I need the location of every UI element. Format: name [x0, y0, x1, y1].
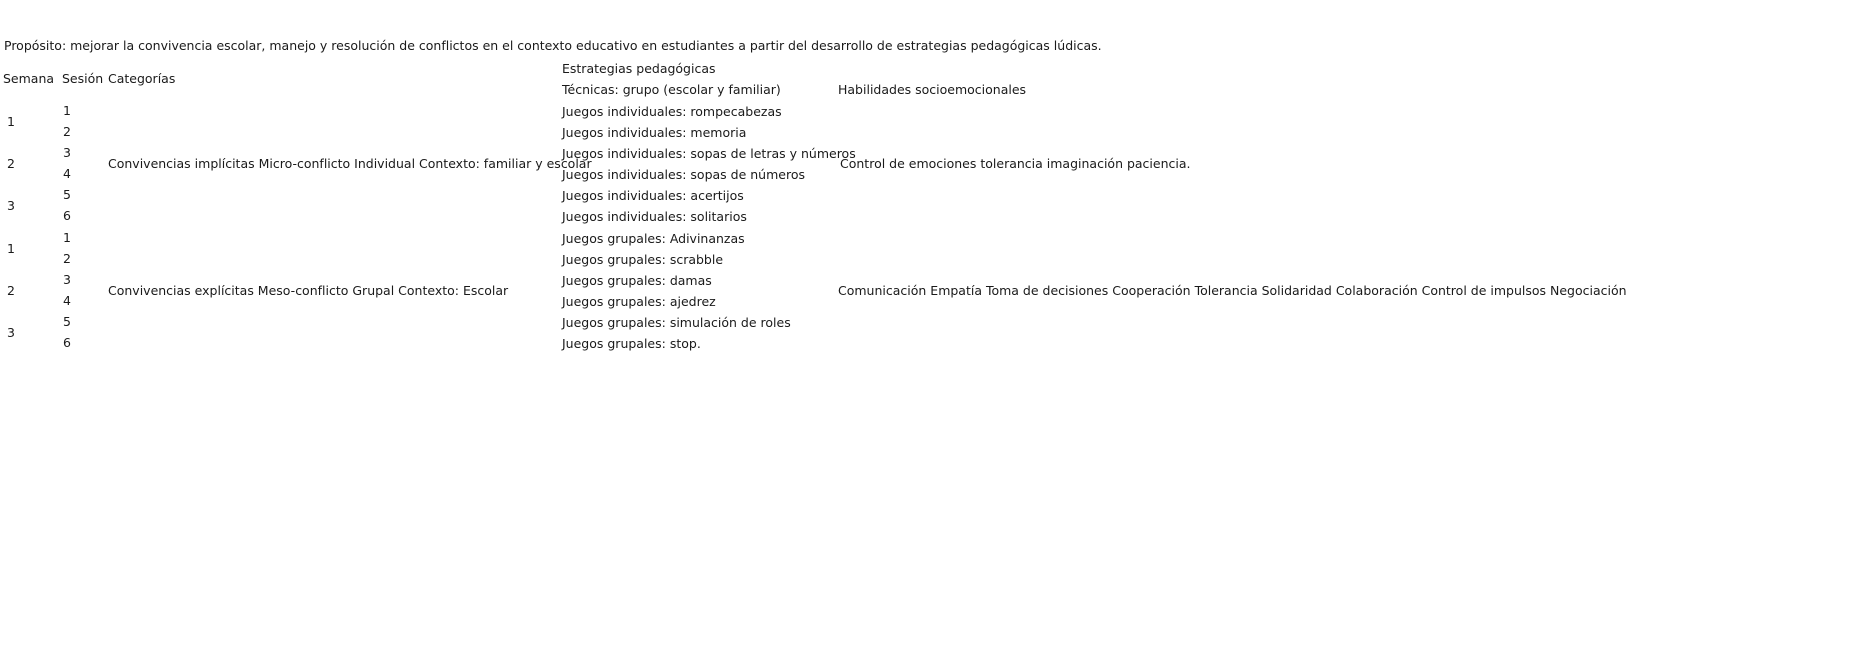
- tecnica-cell: Juegos grupales: simulación de roles: [562, 315, 791, 330]
- sesion-cell: 5: [63, 187, 71, 202]
- column-header-habilidades-socioemocionales: Habilidades socioemocionales: [838, 82, 1027, 97]
- sesion-cell: 3: [63, 145, 71, 160]
- sesion-cell: 2: [63, 251, 71, 266]
- categoria-cell: Convivencias implícitas Micro-conflicto Individual Contexto: familiar y escolar: [108, 156, 592, 171]
- tecnica-cell: Juegos grupales: ajedrez: [562, 294, 716, 309]
- habilidad-cell: Control de emociones tolerancia imaginación paciencia.: [840, 156, 1191, 171]
- column-header-semana: Semana: [3, 71, 55, 86]
- tecnica-cell: Juegos grupales: stop.: [562, 336, 701, 351]
- purpose-statement: Propósito: mejorar la convivencia escolar, manejo y resolución de conflictos en el contexto educativo en estudiantes a partir del desarrollo de estrategias pedagógicas lúdicas.: [4, 38, 1102, 53]
- tecnica-cell: Juegos individuales: sopas de números: [562, 167, 805, 182]
- sesion-cell: 6: [63, 335, 71, 350]
- semana-cell: 1: [7, 241, 15, 256]
- semana-cell: 2: [7, 156, 15, 171]
- sesion-cell: 1: [63, 103, 71, 118]
- sesion-cell: 1: [63, 230, 71, 245]
- tecnica-cell: Juegos grupales: Adivinanzas: [562, 231, 745, 246]
- semana-cell: 3: [7, 325, 15, 340]
- column-header-sesion: Sesión: [62, 71, 104, 86]
- semana-cell: 3: [7, 198, 15, 213]
- tecnica-cell: Juegos individuales: memoria: [562, 125, 747, 140]
- column-header-tecnicas: Técnicas: grupo (escolar y familiar): [562, 82, 781, 97]
- semana-cell: 1: [7, 114, 15, 129]
- tecnica-cell: Juegos individuales: acertijos: [562, 188, 744, 203]
- tecnica-cell: Juegos grupales: damas: [562, 273, 712, 288]
- sesion-cell: 4: [63, 166, 71, 181]
- tecnica-cell: Juegos individuales: sopas de letras y números: [562, 146, 856, 161]
- sesion-cell: 5: [63, 314, 71, 329]
- tecnica-cell: Juegos individuales: rompecabezas: [562, 104, 782, 119]
- sesion-cell: 6: [63, 208, 71, 223]
- sesion-cell: 3: [63, 272, 71, 287]
- column-header-estrategias-pedagogicas: Estrategias pedagógicas: [562, 61, 716, 76]
- habilidad-cell: Comunicación Empatía Toma de decisiones Cooperación Tolerancia Solidaridad Colaboración Control de impulsos Negociación: [838, 283, 1627, 298]
- column-header-categorias: Categorías: [108, 71, 176, 86]
- tecnica-cell: Juegos grupales: scrabble: [562, 252, 724, 267]
- tecnica-cell: Juegos individuales: solitarios: [562, 209, 747, 224]
- categoria-cell: Convivencias explícitas Meso-conflicto Grupal Contexto: Escolar: [108, 283, 509, 298]
- sesion-cell: 4: [63, 293, 71, 308]
- semana-cell: 2: [7, 283, 15, 298]
- sesion-cell: 2: [63, 124, 71, 139]
